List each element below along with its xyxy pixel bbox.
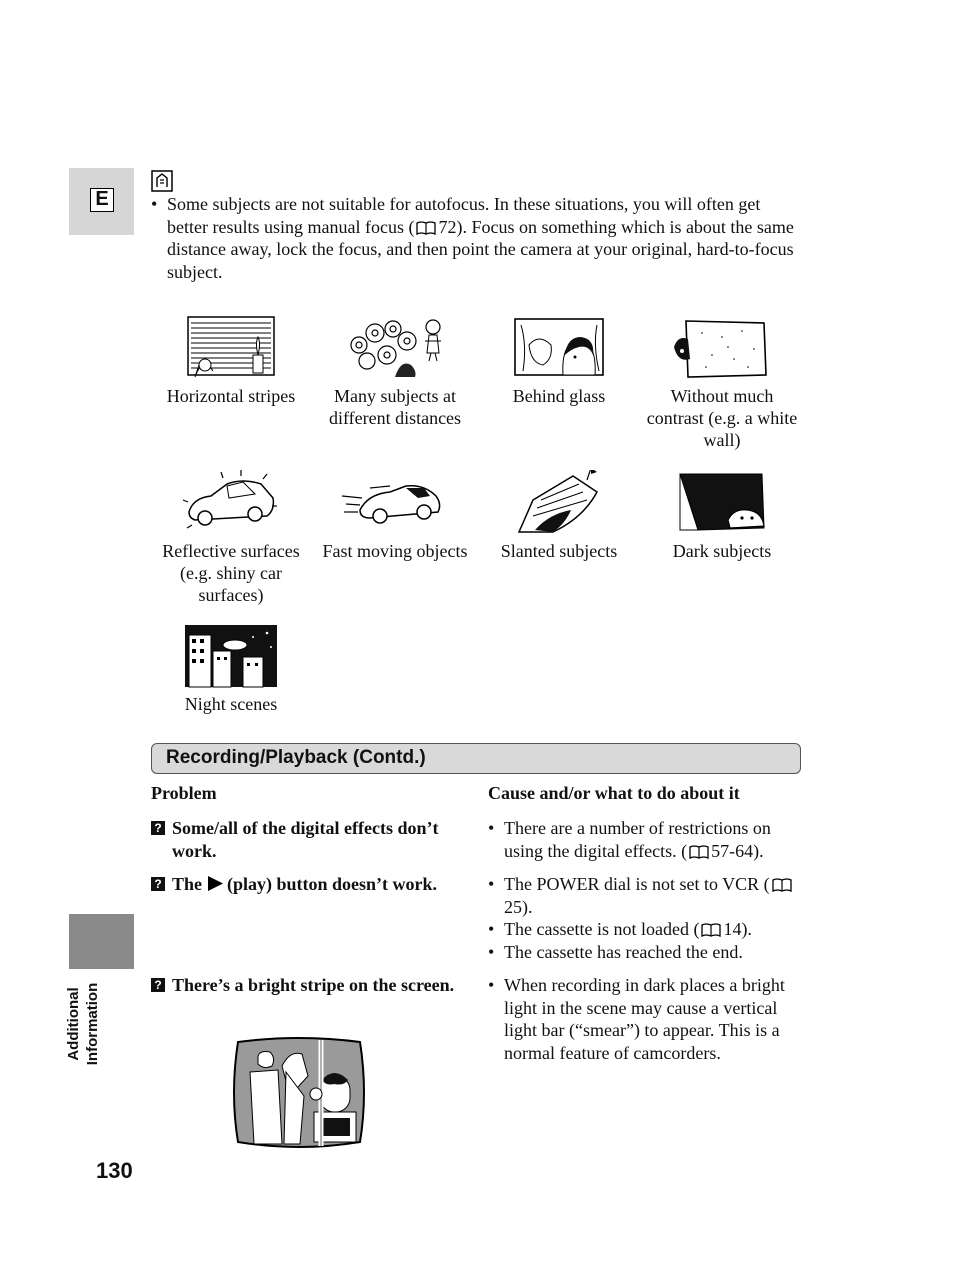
subject-horizontal-stripes xyxy=(149,315,313,407)
book-icon xyxy=(416,221,436,235)
book-icon xyxy=(689,845,709,859)
cause-text: The cassette is not loaded ( xyxy=(504,919,700,939)
subject-label: Without much contrast (e.g. a white wall) xyxy=(646,386,798,450)
subject-dark xyxy=(640,470,804,562)
white-wall-icon xyxy=(672,315,772,381)
section-header: Recording/Playback (Contd.) xyxy=(151,743,801,774)
cause-play-button: • The POWER dial is not set to VCR (25). • The cassette is not loaded ( 14). • The cassette has reached the end. xyxy=(488,873,803,963)
note-text-1: Some subjects are not suitable for autofocus. In these situations, you will often get better results using manual focus ( xyxy=(167,194,761,237)
subject-slanted xyxy=(477,470,641,562)
side-label-line1: Additional xyxy=(65,987,82,1061)
subject-behind-glass xyxy=(477,315,641,407)
cause-ref: 57-64 xyxy=(711,840,754,861)
cause-text: There are a number of restrictions on using the digital effects. ( xyxy=(504,818,771,861)
slanted-ship-icon xyxy=(513,470,605,536)
subject-label: Dark subjects xyxy=(672,541,772,561)
cause-ref: 14 xyxy=(723,919,742,939)
subject-label: Fast moving objects xyxy=(322,541,468,561)
problem-header: Problem xyxy=(151,783,217,803)
cause-text-end: ). xyxy=(522,896,533,917)
problem-text: Some/all of the digital effects don’t work. xyxy=(172,818,439,861)
language-tab xyxy=(69,168,134,235)
horizontal-stripes-icon xyxy=(185,315,277,381)
language-label: E xyxy=(90,188,114,212)
page-number: 130 xyxy=(96,1158,133,1183)
problem-text-start: The xyxy=(172,874,203,894)
cause-text-end: ). xyxy=(753,840,764,861)
question-icon: ? xyxy=(151,821,165,835)
subject-label: Night scenes xyxy=(184,694,278,714)
subject-low-contrast xyxy=(640,315,804,451)
note-ref-page: 72 xyxy=(438,216,457,237)
problem-bright-stripe xyxy=(151,974,471,997)
cause-text: The POWER dial is not set to VCR ( xyxy=(504,874,770,894)
night-scene-icon xyxy=(183,623,279,689)
cause-ref: 25 xyxy=(504,896,522,917)
subject-label: Reflective surfaces (e.g. shiny car surfaces) xyxy=(162,541,300,605)
book-icon xyxy=(772,878,792,892)
book-icon xyxy=(701,923,721,937)
dark-subject-icon xyxy=(672,470,772,536)
cause-text: When recording in dark places a bright light in the scene may cause a vertical light bar (“smear”) to appear. This is a normal feature of camcorders. xyxy=(504,975,785,1063)
subject-label: Behind glass xyxy=(512,386,606,406)
fast-car-icon xyxy=(340,470,450,536)
problem-text: There’s a bright stripe on the screen. xyxy=(172,975,455,995)
shiny-car-icon xyxy=(181,470,281,536)
behind-glass-icon xyxy=(513,315,605,381)
play-icon xyxy=(207,876,223,891)
bullet: • xyxy=(151,194,158,214)
subject-many-distances xyxy=(313,315,477,429)
autofocus-note xyxy=(151,193,801,283)
cause-header: Cause and/or what to do about it xyxy=(488,783,740,803)
question-icon: ? xyxy=(151,978,165,992)
subject-label: Horizontal stripes xyxy=(166,386,296,406)
many-subjects-icon xyxy=(345,315,445,381)
cause-bright-stripe: • When recording in dark places a bright light in the scene may cause a vertical light bar (“smear”) to appear. This is a normal feature of camcorders. xyxy=(488,974,803,1064)
side-section-label xyxy=(64,974,106,1074)
problem-play-button xyxy=(151,873,471,896)
subject-fast-moving xyxy=(313,470,477,562)
subject-night xyxy=(149,623,313,715)
note-text-2: ). Focus on something which is about the same distance away, lock the focus, and then point the camera at your original, hard-to-focus subject. xyxy=(167,216,794,282)
subject-label: Slanted subjects xyxy=(500,541,618,561)
cause-digital-effects: • There are a number of restrictions on using the digital effects. ( 57-64). xyxy=(488,818,771,861)
side-label-line2: Information xyxy=(84,982,101,1066)
section-tab xyxy=(69,914,134,969)
subject-label: Many subjects at different distances xyxy=(328,386,462,428)
subject-reflective xyxy=(149,470,313,606)
problem-digital-effects xyxy=(151,817,471,862)
note-icon xyxy=(151,170,173,192)
problem-text-end: (play) button doesn’t work. xyxy=(227,874,438,894)
question-icon: ? xyxy=(151,877,165,891)
cause-text: The cassette has reached the end. xyxy=(504,941,743,962)
cause-text-end: ). xyxy=(741,919,752,939)
smear-illustration xyxy=(230,1036,368,1150)
